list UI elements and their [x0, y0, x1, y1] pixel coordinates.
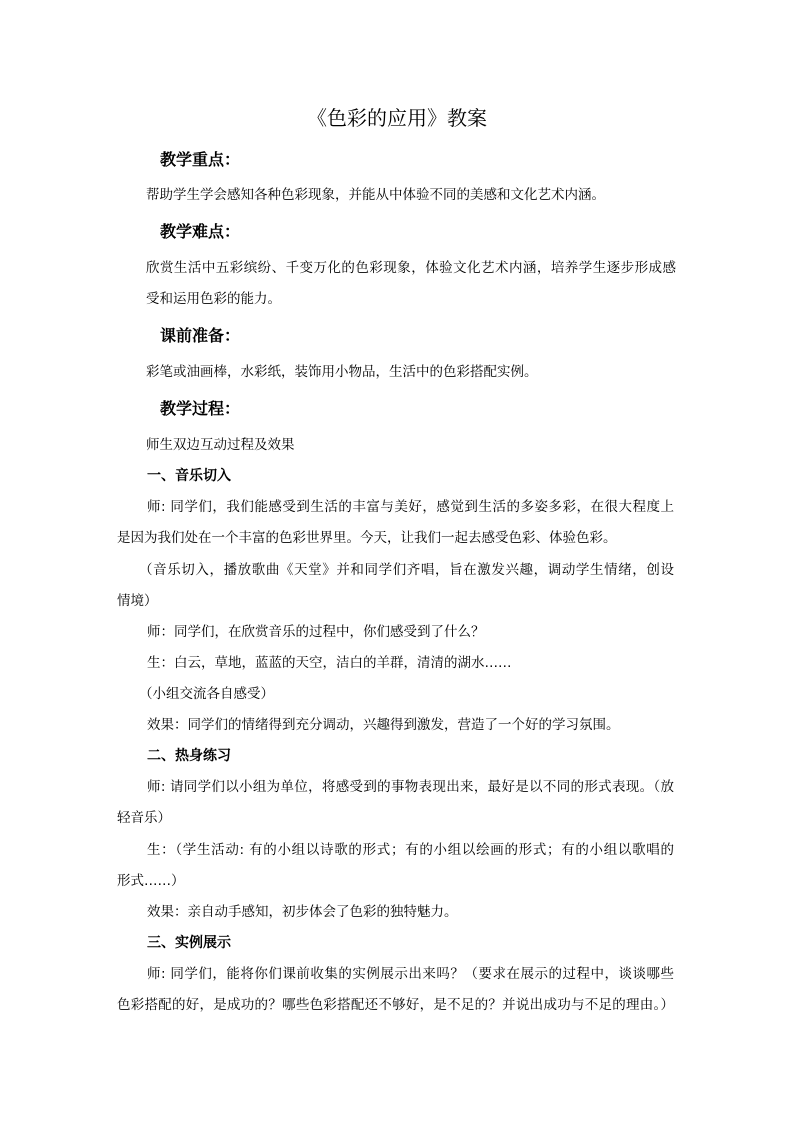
- paragraph-part1-note-line2: 情境）: [117, 593, 158, 609]
- heading-part1-music-intro: 一、音乐切入: [147, 468, 231, 484]
- paragraph-part2-teacher-line2: 轻音乐）: [117, 810, 171, 826]
- paragraph-part3-teacher-line2: 色彩搭配的好，是成功的？哪些色彩搭配还不够好，是不足的？并说出成功与不足的理由。）: [117, 997, 674, 1013]
- heading-teaching-focus: 教学重点：: [160, 150, 241, 169]
- paragraph-part1-teacher-line2: 是因为我们处在一个丰富的色彩世界里。今天，让我们一起去感受色彩、体验色彩。: [117, 530, 617, 546]
- paragraph-teaching-difficulty-line2: 受和运用色彩的能力。: [146, 291, 281, 307]
- paragraph-part2-teacher-line1: 师: 请同学们以小组为单位，将感受到的事物表现出来，最好是以不同的形式表现。（放: [147, 779, 674, 795]
- paragraph-class-preparation: 彩笔或油画棒，水彩纸，装饰用小物品，生活中的色彩搭配实例。: [146, 364, 538, 380]
- paragraph-part2-student-line1: 生：（学生活动: 有的小组以诗歌的形式；有的小组以绘画的形式；有的小组以歌唱的: [147, 842, 674, 858]
- paragraph-part1-teacher-question: 师：同学们，在欣赏音乐的过程中，你们感受到了什么？: [147, 624, 485, 640]
- paragraph-process-intro: 师生双边互动过程及效果: [146, 437, 295, 453]
- paragraph-part1-note-line1: （音乐切入，播放歌曲《天堂》并和同学们齐唱，旨在激发兴趣，调动学生情绪，创设: [139, 562, 674, 578]
- paragraph-part2-student-line2: 形式……）: [117, 873, 185, 889]
- paragraph-part1-effect: 效果：同学们的情绪得到充分调动，兴趣得到激发，营造了一个好的学习氛围。: [147, 717, 620, 733]
- document-title: 《色彩的应用》教案: [307, 106, 487, 130]
- paragraph-part2-effect: 效果：亲自动手感知，初步体会了色彩的独特魅力。: [147, 904, 458, 920]
- paragraph-part1-student-answer: 生：白云，草地，蓝蓝的天空，洁白的羊群，清清的湖水……: [147, 655, 512, 671]
- heading-teaching-process: 教学过程：: [160, 399, 241, 418]
- paragraph-part3-teacher-line1: 师: 同学们，能将你们课前收集的实例展示出来吗？（要求在展示的过程中，谈谈哪些: [147, 966, 674, 982]
- heading-class-preparation: 课前准备：: [160, 326, 241, 345]
- paragraph-teaching-focus: 帮助学生学会感知各种色彩现象，并能从中体验不同的美感和文化艺术内涵。: [146, 187, 605, 203]
- heading-teaching-difficulty: 教学难点：: [160, 222, 241, 241]
- paragraph-part1-teacher-line1: 师: 同学们，我们能感受到生活的丰富与美好，感觉到生活的多姿多彩，在很大程度上: [147, 499, 674, 515]
- paragraph-teaching-difficulty-line1: 欣赏生活中五彩缤纷、千变万化的色彩现象，体验文化艺术内涵，培养学生逐步形成感: [146, 260, 676, 276]
- heading-part3-examples: 三、实例展示: [147, 935, 231, 951]
- paragraph-part1-group-share: （小组交流各自感受）: [139, 686, 274, 702]
- heading-part2-warmup: 二、热身练习: [147, 748, 231, 764]
